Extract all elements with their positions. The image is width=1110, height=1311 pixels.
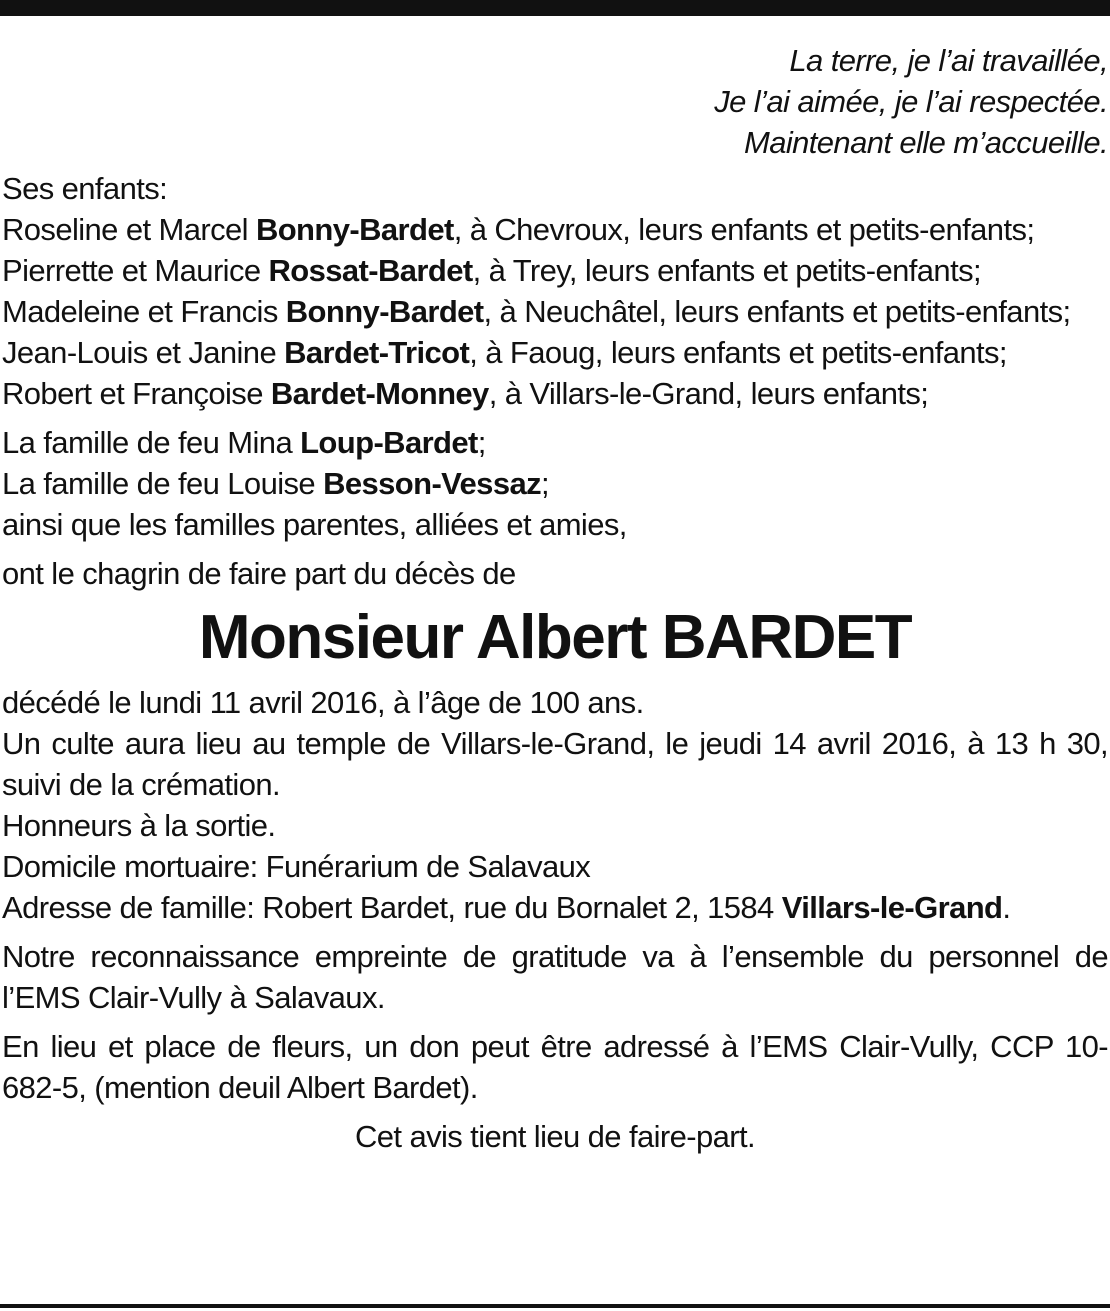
child-entry bbox=[2, 332, 1108, 373]
families-section bbox=[2, 422, 1108, 545]
mortuary-info: Domicile mortuaire: Funérarium de Salavaux bbox=[2, 849, 591, 884]
child-entry-suffix: , à Chevroux, leurs enfants et petits-enfants; bbox=[453, 212, 1035, 247]
donation-paragraph: En lieu et place de fleurs, un don peut être adressé à l’EMS Clair-Vully, CCP 10-682-5, (mention deuil Albert Bardet). bbox=[2, 1029, 1108, 1105]
family-entry-prefix: La famille de feu Louise bbox=[2, 466, 324, 501]
address-suffix: . bbox=[1002, 890, 1011, 925]
child-entry-suffix: , à Neuchâtel, leurs enfants et petits-enfants; bbox=[483, 294, 1071, 329]
child-family-name: Bonny-Bardet bbox=[285, 294, 484, 329]
family-address bbox=[2, 887, 1108, 928]
child-entry-suffix: , à Villars-le-Grand, leurs enfants; bbox=[488, 376, 929, 411]
child-entry-prefix: Madeleine et Francis bbox=[2, 294, 286, 329]
child-entry-suffix: , à Trey, leurs enfants et petits-enfants; bbox=[472, 253, 981, 288]
children-section bbox=[2, 168, 1108, 414]
bottom-border-rule bbox=[0, 1304, 1110, 1308]
child-entry bbox=[2, 373, 1108, 414]
family-entry-suffix: ; bbox=[477, 425, 486, 460]
poem-line: La terre, je l’ai travaillée, bbox=[789, 43, 1108, 78]
top-border-rule bbox=[0, 0, 1110, 16]
closing-line: Cet avis tient lieu de faire-part. bbox=[354, 1119, 756, 1154]
child-entry-suffix: , à Faoug, leurs enfants et petits-enfants; bbox=[469, 335, 1007, 370]
details-section bbox=[2, 682, 1108, 928]
epigraph-poem bbox=[2, 40, 1108, 163]
family-name: Loup-Bardet bbox=[300, 425, 478, 460]
child-entry-prefix: Robert et Françoise bbox=[2, 376, 271, 411]
relatives-line: ainsi que les familles parentes, alliées et amies, bbox=[2, 507, 627, 542]
gratitude-paragraph: Notre reconnaissance empreinte de gratitude va à l’ensemble du personnel de l’EMS Clair-Vully à Salavaux. bbox=[2, 939, 1108, 1015]
poem-line: Maintenant elle m’accueille. bbox=[743, 125, 1108, 160]
family-entry bbox=[2, 463, 1108, 504]
children-header: Ses enfants: bbox=[2, 171, 168, 206]
honors-info: Honneurs à la sortie. bbox=[2, 808, 276, 843]
child-family-name: Bardet-Tricot bbox=[284, 335, 470, 370]
child-family-name: Bonny-Bardet bbox=[255, 212, 454, 247]
child-entry-prefix: Roseline et Marcel bbox=[2, 212, 256, 247]
child-family-name: Bardet-Monney bbox=[270, 376, 489, 411]
family-entry bbox=[2, 422, 1108, 463]
address-town: Villars-le-Grand bbox=[781, 890, 1003, 925]
announcement-line: ont le chagrin de faire part du décès de bbox=[2, 556, 516, 591]
child-entry bbox=[2, 291, 1108, 332]
death-info: décédé le lundi 11 avril 2016, à l’âge de 100 ans. bbox=[2, 685, 644, 720]
child-entry bbox=[2, 250, 1108, 291]
child-family-name: Rossat-Bardet bbox=[268, 253, 473, 288]
service-info: Un culte aura lieu au temple de Villars-le-Grand, le jeudi 14 avril 2016, à 13 h 30, suivi de la crémation. bbox=[2, 726, 1108, 802]
child-entry bbox=[2, 209, 1108, 250]
family-entry-prefix: La famille de feu Mina bbox=[2, 425, 301, 460]
deceased-name: Monsieur Albert BARDET bbox=[198, 603, 912, 672]
family-name: Besson-Vessaz bbox=[323, 466, 541, 501]
obituary-notice bbox=[2, 40, 1108, 1157]
child-entry-prefix: Jean-Louis et Janine bbox=[2, 335, 285, 370]
family-entry-suffix: ; bbox=[541, 466, 550, 501]
address-prefix: Adresse de famille: Robert Bardet, rue du Bornalet 2, 1584 bbox=[2, 890, 782, 925]
poem-line: Je l’ai aimée, je l’ai respectée. bbox=[714, 84, 1108, 119]
child-entry-prefix: Pierrette et Maurice bbox=[2, 253, 269, 288]
